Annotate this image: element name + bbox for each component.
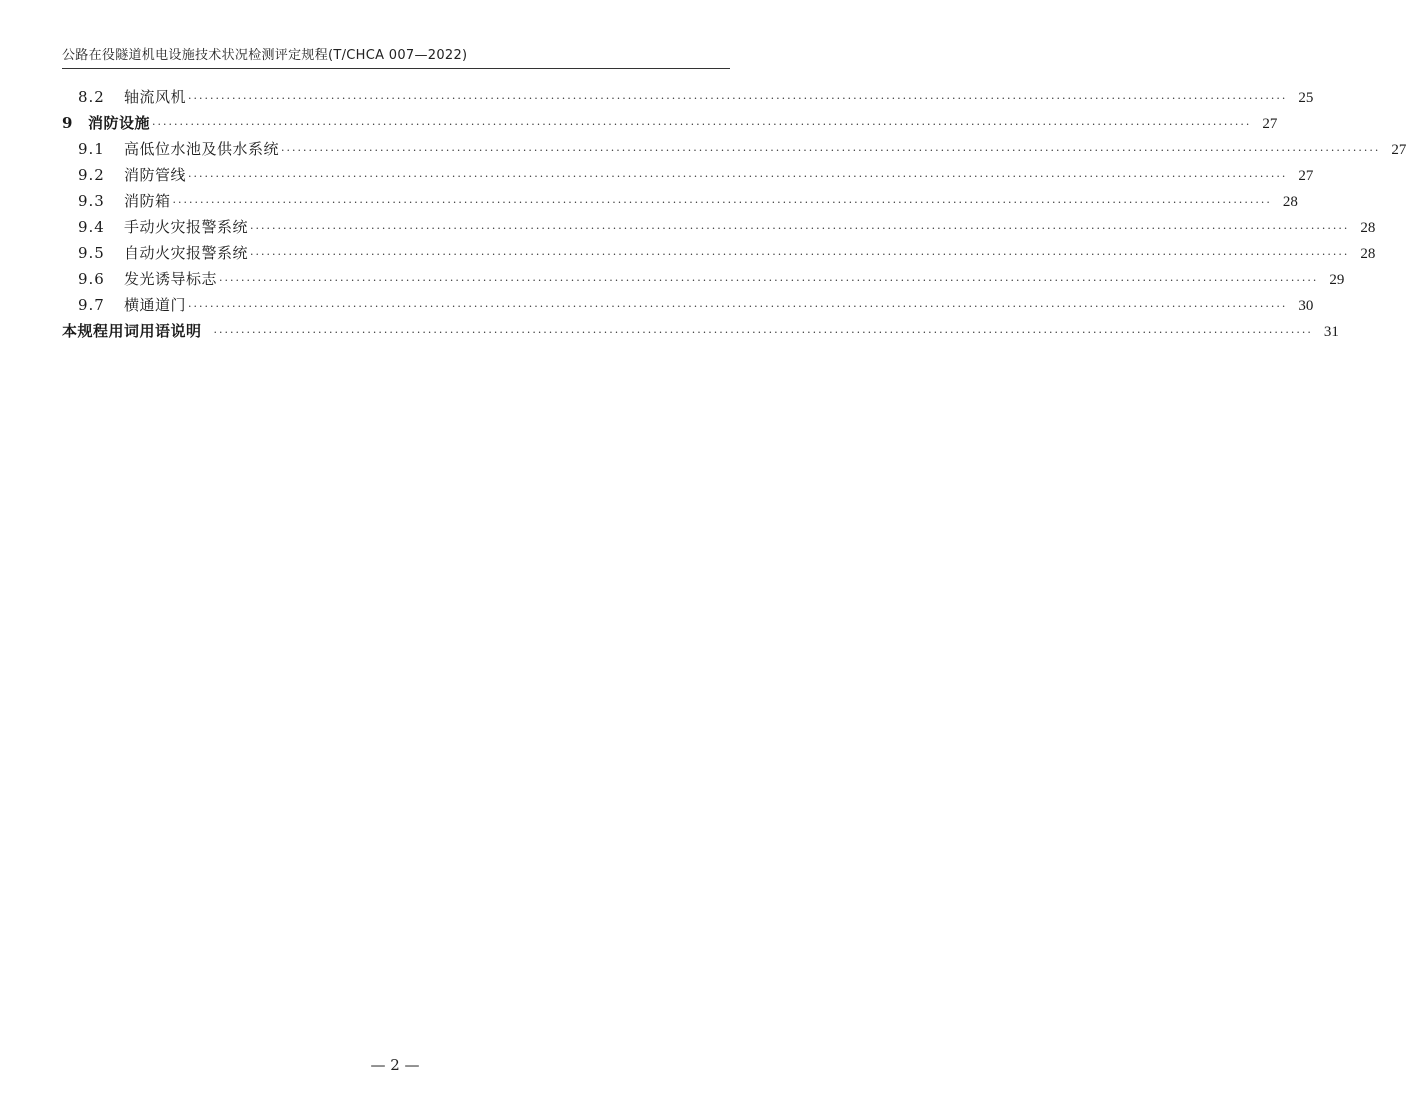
toc-entry[interactable]	[62, 318, 1339, 344]
toc-entry-number: 8.2	[78, 88, 105, 106]
toc-entry[interactable]	[62, 214, 1376, 240]
header-rule	[62, 68, 730, 69]
toc-entry-page: 30	[1298, 298, 1314, 314]
toc-entry-page: 28	[1360, 246, 1376, 262]
toc-entry[interactable]	[62, 240, 1376, 266]
toc-entry[interactable]	[62, 84, 1314, 110]
dot-leader: ········································································································································································································	[172, 196, 1272, 209]
toc-entry-page: 28	[1360, 220, 1376, 236]
toc-entry-page: 28	[1282, 194, 1298, 210]
toc-entry[interactable]	[62, 110, 1278, 136]
toc-entry-number: 9.5	[78, 244, 105, 262]
dot-leader: ········································································································································································································	[281, 144, 1381, 157]
toc-entry-page: 25	[1298, 90, 1314, 106]
toc-entry-title: 消防管线	[124, 166, 187, 184]
toc-entry[interactable]	[62, 162, 1314, 188]
dot-leader: ········································································································································································································	[250, 222, 1350, 235]
toc-entry-page: 27	[1391, 142, 1406, 158]
dot-leader: ········································································································································································································	[219, 274, 1319, 287]
toc-entry-page: 27	[1298, 168, 1314, 184]
toc-entry[interactable]	[62, 292, 1314, 318]
toc-entry-title: 本规程用词用语说明	[62, 322, 202, 340]
toc-entry-title: 自动火灾报警系统	[124, 244, 249, 262]
toc-entry-title: 消防设施	[88, 114, 151, 132]
toc-entry-page: 27	[1262, 116, 1278, 132]
toc-entry-number: 9	[62, 114, 74, 132]
running-header: 公路在役隧道机电设施技术状况检测评定规程(T/CHCA 007—2022)	[62, 48, 468, 63]
toc-entry-number: 9.2	[78, 166, 105, 184]
toc-entry-page: 29	[1329, 272, 1345, 288]
toc-entry-page: 31	[1323, 324, 1339, 340]
toc-entry[interactable]	[62, 266, 1345, 292]
toc-entry-number: 9.4	[78, 218, 105, 236]
table-of-contents	[62, 84, 1406, 344]
toc-entry-title: 高低位水池及供水系统	[124, 140, 280, 158]
toc-entry[interactable]	[62, 188, 1298, 214]
dot-leader: ········································································································································································································	[213, 326, 1313, 339]
dot-leader: ········································································································································································································	[250, 248, 1350, 261]
toc-entry-number: 9.7	[78, 296, 105, 314]
dot-leader: ········································································································································································································	[152, 118, 1252, 131]
toc-entry-number: 9.1	[78, 140, 105, 158]
toc-entry-title: 横通道门	[124, 296, 187, 314]
toc-entry-number: 9.6	[78, 270, 105, 288]
toc-entry-title: 手动火灾报警系统	[124, 218, 249, 236]
toc-entry[interactable]	[62, 136, 1406, 162]
page-number: — 2 —	[370, 1056, 420, 1074]
toc-entry-title: 消防箱	[124, 192, 171, 210]
toc-entry-title: 轴流风机	[124, 88, 187, 106]
dot-leader: ········································································································································································································	[188, 300, 1288, 313]
toc-entry-title: 发光诱导标志	[124, 270, 218, 288]
dot-leader: ········································································································································································································	[188, 170, 1288, 183]
dot-leader: ········································································································································································································	[188, 92, 1288, 105]
toc-entry-number: 9.3	[78, 192, 105, 210]
